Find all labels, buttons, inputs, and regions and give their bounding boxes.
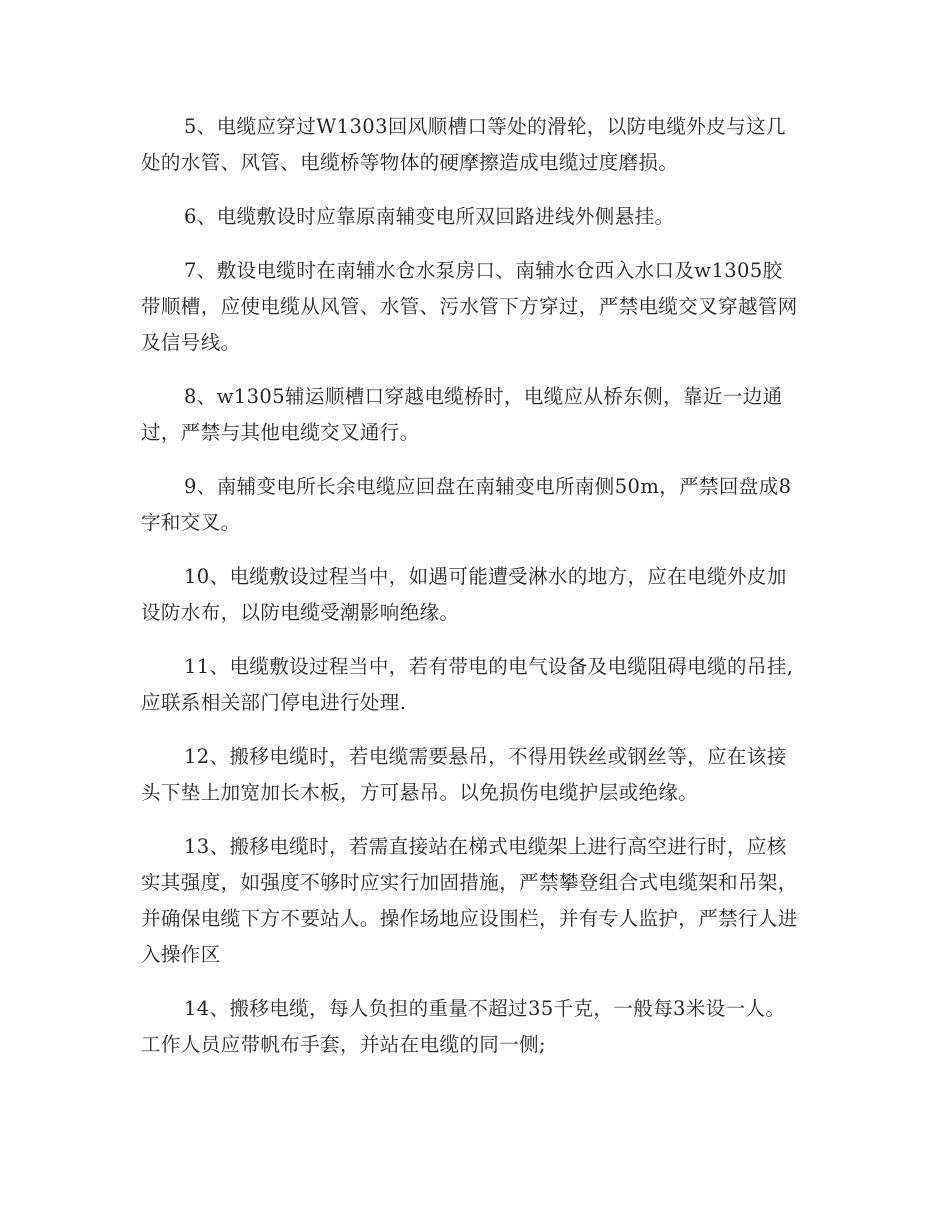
paragraph-12: 12、搬移电缆时，若电缆需要悬吊，不得用铁丝或钢丝等，应在该接头下垫上加宽加长木板，方可悬吊。以免损伤电缆护层或绝缘。 — [141, 745, 787, 804]
paragraph-7: 7、敷设电缆时在南辅水仓水泵房口、南辅水仓西入水口及w1305胶带顺槽，应使电缆从风管、水管、污水管下方穿过，严禁电缆交叉穿越管网及信号线。 — [141, 259, 798, 354]
paragraph-11: 11、电缆敷设过程当中，若有带电的电气设备及电缆阻碍电缆的吊挂,应联系相关部门停电进行处理. — [141, 655, 794, 714]
paragraph-6: 6、电缆敷设时应靠原南辅变电所双回路进线外侧悬挂。 — [184, 205, 675, 228]
paragraph-10: 10、电缆敷设过程当中，如遇可能遭受淋水的地方，应在电缆外皮加设防水布，以防电缆受潮影响绝缘。 — [141, 565, 787, 624]
paragraph-14: 14、搬移电缆，每人负担的重量不超过35千克，一般每3米设一人。工作人员应带帆布手套，并站在电缆的同一侧; — [141, 997, 786, 1056]
paragraph-13: 13、搬移电缆时，若需直接站在梯式电缆架上进行高空进行时，应核实其强度，如强度不够时应实行加固措施，严禁攀登组合式电缆架和吊架，并确保电缆下方不要站人。操作场地应设围栏，并有专人监护，严禁行人进入操作区 — [141, 835, 798, 966]
paragraph-9: 9、南辅变电所长余电缆应回盘在南辅变电所南侧50m，严禁回盘成8字和交叉。 — [141, 475, 792, 534]
paragraph-5: 5、电缆应穿过W1303回风顺槽口等处的滑轮，以防电缆外皮与这几处的水管、风管、电缆桥等物体的硬摩擦造成电缆过度磨损。 — [141, 115, 786, 174]
document-body — [141, 109, 801, 1081]
paragraph-8: 8、w1305辅运顺槽口穿越电缆桥时，电缆应从桥东侧，靠近一边通过，严禁与其他电缆交叉通行。 — [141, 385, 783, 444]
